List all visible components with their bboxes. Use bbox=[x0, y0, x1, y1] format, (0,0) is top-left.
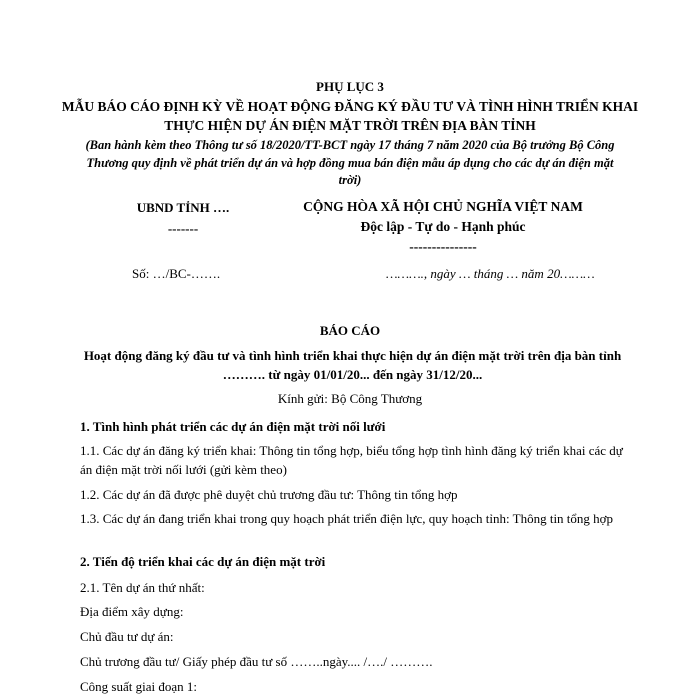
section-2-heading: 2. Tiến độ triển khai các dự án điện mặt trời bbox=[80, 554, 326, 569]
investor-field: Chủ đầu tư dự án: bbox=[80, 629, 174, 644]
issuer-block bbox=[108, 197, 258, 239]
recipient: Kính gửi: Bộ Công Thương bbox=[277, 391, 423, 406]
project-name-field: 2.1. Tên dự án thứ nhất: bbox=[80, 580, 205, 595]
nation-motto: Độc lập - Tự do - Hạnh phúc bbox=[360, 219, 526, 234]
issuer-name: UBND TỈNH …. bbox=[136, 200, 230, 215]
document-number: Số: …/BC-……. bbox=[132, 266, 221, 281]
nation-block bbox=[293, 197, 593, 257]
place-date: ………., ngày … tháng … năm 20……… bbox=[386, 266, 595, 281]
section-1-item: 1.2. Các dự án đã được phê duyệt chủ trương đầu tư: Thông tin tổng hợp bbox=[80, 487, 458, 502]
section-1-item: 1.3. Các dự án đang triển khai trong quy hoạch phát triển điện lực, quy hoạch tỉnh: Thông tin tổng hợp bbox=[80, 511, 614, 526]
section-1-item: 1.1. Các dự án đăng ký triển khai: Thông tin tổng hợp, biểu tổng hợp tình hình đăng ký triển khai các dự án điện mặt trời nối lưới (gửi kèm theo) bbox=[80, 443, 623, 477]
nation-rule: --------------- bbox=[409, 239, 477, 254]
investment-license-field: Chủ trương đầu tư/ Giấy phép đầu tư số ……..ngày.... /…./ ………. bbox=[80, 654, 433, 669]
report-subject: Hoạt động đăng ký đầu tư và tình hình triển khai thực hiện dự án điện mặt trời trên địa bàn tỉnh ………. từ ngày 01/01/20... đến ngày 31/12/20... bbox=[83, 348, 622, 382]
appendix-title: PHỤ LỤC 3 bbox=[316, 79, 384, 94]
issuer-rule: ------- bbox=[167, 221, 199, 236]
nation-name: CỘNG HÒA XÃ HỘI CHỦ NGHĨA VIỆT NAM bbox=[303, 199, 583, 214]
phase-1-capacity-field: Công suất giai đoạn 1: bbox=[80, 679, 197, 694]
construction-site-field: Địa điểm xây dựng: bbox=[80, 604, 184, 619]
legal-basis: (Ban hành kèm theo Thông tư số 18/2020/TT-BCT ngày 17 tháng 7 năm 2020 của Bộ trưởng Bộ Công Thương quy định về phát triển dự án và hợp đồng mua bán điện mẫu áp dụng cho các dự án điện mặt trời) bbox=[85, 138, 615, 187]
section-1-heading: 1. Tình hình phát triển các dự án điện mặt trời nối lưới bbox=[80, 419, 386, 434]
form-title: MẪU BÁO CÁO ĐỊNH KỲ VỀ HOẠT ĐỘNG ĐĂNG KÝ ĐẦU TƯ VÀ TÌNH HÌNH TRIỂN KHAI THỰC HIỆN DỰ ÁN ĐIỆN MẶT TRỜI TRÊN ĐỊA BÀN TỈNH bbox=[61, 99, 639, 133]
report-title: BÁO CÁO bbox=[319, 323, 381, 338]
